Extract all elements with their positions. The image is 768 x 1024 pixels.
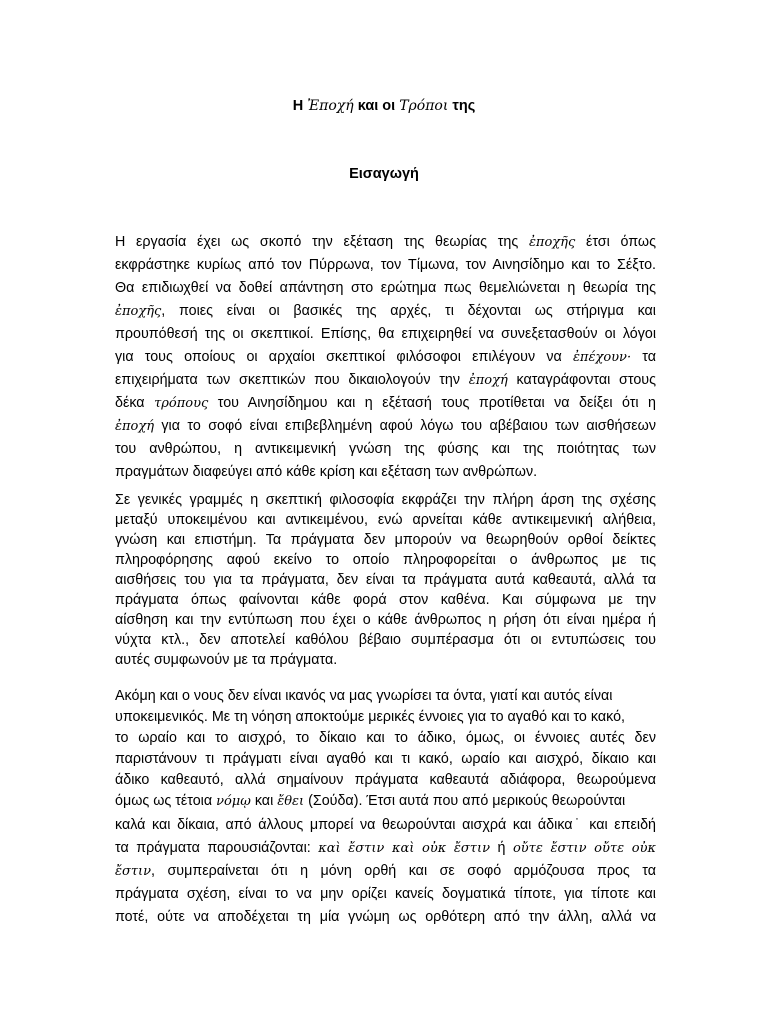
greek-term: ἐποχῆς xyxy=(528,235,576,250)
text-run: τα πράγματα παρουσιάζονται: xyxy=(115,840,319,856)
paragraph-2-line xyxy=(115,570,656,590)
text-run: αυτές συμφωνούν με τα πράγματα. xyxy=(115,652,338,668)
title-suffix: της xyxy=(448,98,476,114)
paragraph-3-line xyxy=(115,815,656,835)
paragraph-3-line xyxy=(115,770,656,790)
greek-term: νόμῳ xyxy=(216,794,251,809)
text-run: του ανθρώπου, η αντικειμενική γνώση της φύσης και της ποιότητας των xyxy=(115,441,656,457)
paragraph-1-line xyxy=(115,301,656,322)
paragraph-3-line xyxy=(115,791,656,812)
text-run: δέκα xyxy=(115,395,155,411)
paragraph-2-line xyxy=(115,590,656,610)
greek-term: ἔθει xyxy=(277,794,305,809)
text-run: του Αινησίδημου και η εξέτασή τους προτίθεται να δείξει ότι η xyxy=(208,395,656,411)
greek-term: ἐποχῆς xyxy=(115,304,162,319)
paragraph-3-line xyxy=(115,686,656,706)
greek-term: ἐποχή xyxy=(468,373,508,388)
paragraph-1-line xyxy=(115,255,656,275)
text-run: όμως ως τέτοια xyxy=(115,793,217,809)
title-middle: και οι xyxy=(353,98,400,114)
text-run: γνώση και επιστήμη. Τα πράγματα δεν μπορούν να θεωρηθούν ορθοί δείκτες xyxy=(115,532,656,548)
title-epoche: Ἐποχή xyxy=(307,98,354,114)
text-run: καταγράφονται στους xyxy=(507,372,656,388)
paragraph-1-line xyxy=(115,416,656,437)
text-run: Σε γενικές γραμμές η σκεπτική φιλοσοφία εκφράζει την πλήρη άρση της σχέσης xyxy=(115,492,656,508)
text-run: πράγματα σχέση, είναι το να μην ορίζει κανείς δογματικά τίποτε, για τίποτε και xyxy=(115,886,656,902)
text-run: μεταξύ υποκειμένου και αντικειμένου, ενώ αρνείται κάθε αντικειμενική αλήθεια, xyxy=(115,512,656,528)
greek-term: καὶ ἔστιν καὶ οὐκ ἔστιν xyxy=(318,841,490,856)
text-run: Η εργασία έχει ως σκοπό την εξέταση της θεωρίας της xyxy=(115,234,529,250)
paragraph-1-line xyxy=(115,278,656,298)
greek-term: ἔστιν xyxy=(115,864,152,879)
text-run: επιχειρήματα των σκεπτικών που δικαιολογούν την xyxy=(115,372,469,388)
text-run: καλά και δίκαια, από άλλους μπορεί να θεωρούνται αισχρά και άδικα˙ και επειδή xyxy=(115,817,656,833)
text-run: για το σοφό είναι επιβεβλημένη αφού λόγω του αβέβαιου των αισθήσεων xyxy=(154,418,656,434)
text-run: Ακόμη και ο νους δεν είναι ικανός να μας γνωρίσει τα όντα, γιατί και αυτός είναι xyxy=(115,688,613,704)
title-tropoi: Τρόποι xyxy=(399,98,449,114)
paragraph-1-line xyxy=(115,347,656,368)
paragraph-2-line xyxy=(115,490,656,510)
text-run: πληροφόρησης αφού εκείνο το οποίο πληροφορείται ο άνθρωπος με τις xyxy=(115,552,656,568)
paragraph-1-line xyxy=(115,439,656,459)
greek-term: οὔτε ἔστιν οὔτε οὐκ xyxy=(512,841,656,856)
greek-term: τρόπους xyxy=(154,396,209,411)
paragraph-2-line xyxy=(115,630,656,650)
text-run: προυπόθεσή της οι σκεπτικοί. Επίσης, θα επιχειρηθεί να συνεξετασθούν οι λόγοι xyxy=(115,326,656,342)
section-heading: Εισαγωγή xyxy=(349,166,419,182)
text-run: νύχτα κτλ., δεν αποτελεί καθόλου βέβαιο συμπέρασμα ότι οι εντυπώσεις του xyxy=(115,632,656,648)
title-prefix: Η xyxy=(292,98,308,114)
text-run: έτσι όπως xyxy=(575,234,656,250)
text-run: και xyxy=(250,793,278,809)
paragraph-1-line xyxy=(115,324,656,344)
greek-term: ἐποχή xyxy=(115,419,155,434)
text-run: για τους οποίους οι αρχαίοι σκεπτικοί φιλόσοφοι επιλέγουν να xyxy=(115,349,573,365)
paragraph-2-line xyxy=(115,610,656,630)
text-run: ή xyxy=(489,840,513,856)
paragraph-3-line xyxy=(115,907,656,927)
paragraph-3-line xyxy=(115,861,656,882)
paragraph-2-line xyxy=(115,550,656,570)
text-run: πραγμάτων διαφεύγει από κάθε κρίση και εξέταση των ανθρώπων. xyxy=(115,464,538,480)
text-run: , συμπεραίνεται ότι η μόνη ορθή και σε σοφό αρμόζουσα προς τα xyxy=(151,863,656,879)
paragraph-1-line xyxy=(115,462,656,482)
paragraph-3-line xyxy=(115,728,656,748)
text-run: πράγματα όπως φαίνονται κάθε φορά στον καθένα. Και σύμφωνα με την xyxy=(115,592,656,608)
text-run: , ποιες είναι οι βασικές της αρχές, τι δέχονται ως στήριγμα και xyxy=(161,303,656,319)
text-run: το ωραίο και το αισχρό, το δίκαιο και το άδικο, όμως, οι έννοιες αυτές δεν xyxy=(115,730,656,746)
paragraph-2-line xyxy=(115,650,656,670)
paragraph-2-line xyxy=(115,530,656,550)
text-run: Θα επιδιωχθεί να δοθεί απάντηση στο ερώτημα πως θεμελιώνεται η θεωρία της xyxy=(115,280,656,296)
text-run: παριστάνουν τι πράγματι είναι αγαθό και τι κακό, ωραίο και αισχρό, δίκαιο και xyxy=(115,751,656,767)
paragraph-3-line xyxy=(115,749,656,769)
paragraph-3-line xyxy=(115,838,656,859)
document-title xyxy=(0,96,768,116)
paragraph-3-line xyxy=(115,884,656,904)
paragraph-1-line xyxy=(115,393,656,414)
paragraph-1-line xyxy=(115,370,656,391)
greek-term: ἐπέχουν· xyxy=(572,350,632,365)
paragraph-1-line xyxy=(115,232,656,253)
text-run: εκφράστηκε κυρίως από τον Πύρρωνα, τον Τίμωνα, τον Αινησίδημο και το Σέξτο. xyxy=(115,257,656,273)
paragraph-3-line xyxy=(115,707,656,727)
text-run: αισθήσεις του για τα πράγματα, δεν είναι τα πράγματα αυτά καθεαυτά, αλλά τα xyxy=(115,572,656,588)
text-run: αίσθηση και την εντύπωση που έχει ο κάθε άνθρωπος η ρήση ότι είναι ημέρα ή xyxy=(115,612,656,628)
paragraph-2-line xyxy=(115,510,656,530)
text-run: υποκειμενικός. Με τη νόηση αποκτούμε μερικές έννοιες για το αγαθό και το κακό, xyxy=(115,709,625,725)
text-run: τα xyxy=(631,349,657,365)
text-run: ποτέ, ούτε να αποδέχεται τη μία γνώμη ως ορθότερη από την άλλη, αλλά να xyxy=(115,909,656,925)
text-run: άδικο καθεαυτό, αλλά σημαίνουν πράγματα καθεαυτά αδιάφορα, θεωρούμενα xyxy=(115,772,656,788)
text-run: (Σούδα). Έτσι αυτά που από μερικούς θεωρούνται xyxy=(304,793,626,809)
